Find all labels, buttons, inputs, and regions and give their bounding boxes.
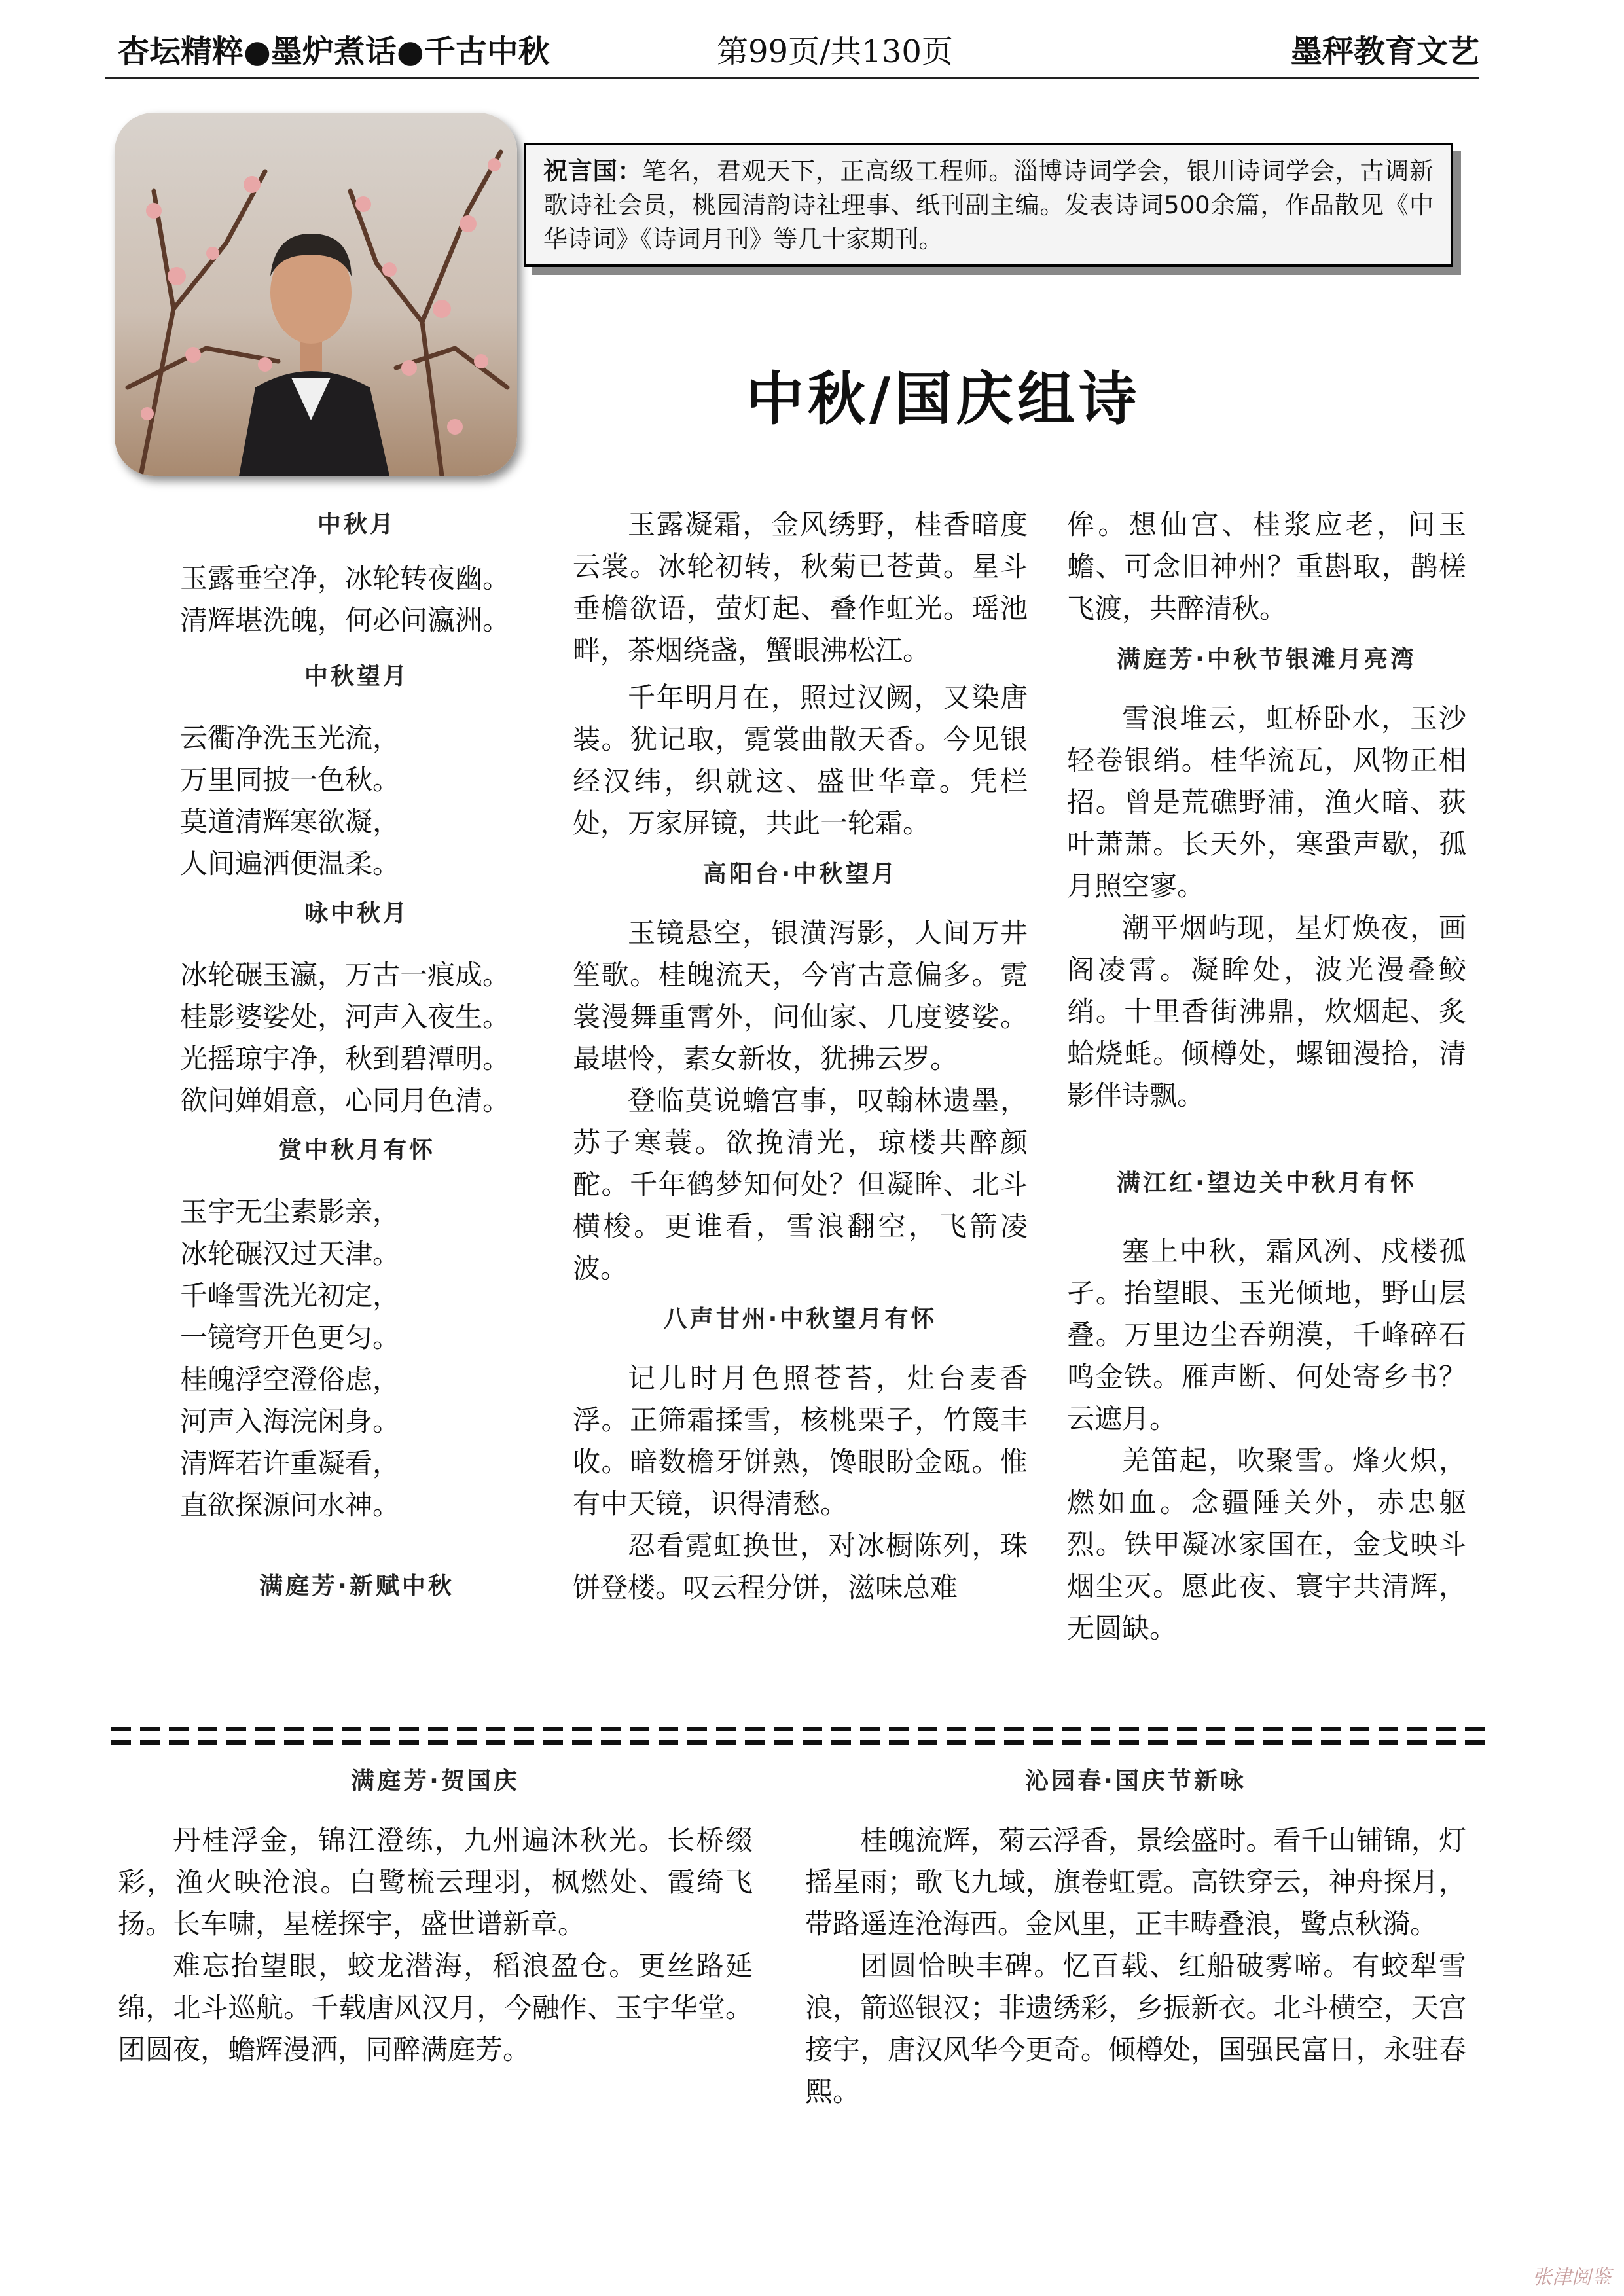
author-photo bbox=[115, 113, 517, 476]
poem-paragraph: 记儿时月色照苍苔，灶台麦香浮。正筛霜揉雪，核桃栗子，竹篾丰收。暗数檐牙饼熟，馋眼盼金瓯。惟有中天镜，识得清愁。 bbox=[573, 1362, 1028, 1520]
poem-paragraph: 雪浪堆云，虹桥卧水，玉沙轻卷银绡。桂华流瓦，风物正相招。曾是荒礁野浦，渔火暗、荻叶萧萧。长天外，寒蛩声歇，孤月照空寥。 bbox=[1067, 702, 1466, 902]
poem-line: 人间遍洒便温柔。 bbox=[180, 848, 401, 880]
poem-paragraph: 千年明月在，照过汉阙，又染唐装。犹记取，霓裳曲散天香。今见银经汉纬，织就这、盛世华章。凭栏处，万家屏镜，共此一轮霜。 bbox=[573, 681, 1028, 839]
poem-paragraph: 玉镜悬空，银潢泻影，人间万井笙歌。桂魄流天，今宵古意偏多。霓裳漫舞重霄外，问仙家、几度婆娑。最堪怜，素女新妆，犹拂云罗。 bbox=[573, 917, 1028, 1075]
page-number: 第99页/共130页 bbox=[717, 33, 953, 70]
poem-line: 河声入海浣闲身。 bbox=[180, 1405, 401, 1437]
poem-line: 千峰雪洗光初定， bbox=[180, 1280, 401, 1312]
author-bio-box bbox=[524, 143, 1453, 267]
poem-line: 莫道清辉寒欲凝， bbox=[180, 806, 401, 838]
column-3 bbox=[1067, 504, 1466, 1649]
poem-line: 直欲探源问水神。 bbox=[180, 1489, 401, 1521]
header-section-title: 杏坛精粹●墨炉煮话●千古中秋 bbox=[118, 33, 550, 70]
poem-title: 赏中秋月有怀 bbox=[278, 1137, 435, 1164]
watermark: 张津阅鉴 bbox=[1532, 2266, 1611, 2289]
publication-name: 墨秤教育文艺 bbox=[1290, 33, 1479, 70]
poem-title: 八声甘州·中秋望月有怀 bbox=[663, 1306, 937, 1333]
bottom-left-poem bbox=[118, 1761, 753, 2071]
poem-line: 清辉若许重凝看， bbox=[180, 1447, 401, 1479]
poem-title: 满庭芳·新赋中秋 bbox=[259, 1573, 454, 1600]
poem-paragraph: 登临莫说蟾宫事，叹翰林遗墨，苏子寒蓑。欲挽清光，琼楼共醉颜酡。千年鹤梦知何处？但凝眸、北斗横梭。更谁看，雪浪翻空，飞箭凌波。 bbox=[573, 1085, 1028, 1284]
poem-line: 玉宇无尘素影亲， bbox=[180, 1196, 401, 1228]
poem-line: 清辉堪洗魄，何必问瀛洲。 bbox=[180, 604, 511, 636]
poem-paragraph: 桂魄流辉，菊云浮香，景绘盛时。看千山铺锦，灯摇星雨；歌飞九域，旗卷虹霓。高铁穿云，神舟探月，带路遥连沧海西。金风里，正丰畴叠浪，鹭点秋漪。 bbox=[805, 1824, 1466, 1940]
poem-paragraph: 玉露凝霜，金风绣野，桂香暗度云裳。冰轮初转，秋菊已苍黄。星斗垂檐欲语，萤灯起、叠作虹光。瑶池畔，茶烟绕盏，蟹眼沸松江。 bbox=[573, 509, 1028, 666]
poem-line: 桂魄浮空澄俗虑， bbox=[180, 1363, 401, 1395]
poem-paragraph: 团圆恰映丰碑。忆百载、红船破雾啼。有蛟犁雪浪，箭巡银汉；非遗绣彩，乡振新衣。北斗横空，天宫接宇，唐汉风华今更奇。倾樽处，国强民富日，永驻春熙。 bbox=[805, 1950, 1466, 2108]
author-name: 祝言国： bbox=[543, 157, 643, 185]
author-bio-text: 笔名，君观天下，正高级工程师。淄博诗词学会，银川诗词学会，古调新歌诗社会员，桃园清韵诗社理事、纸刊副主编。发表诗词500余篇，作品散见《中华诗词》《诗词月刊》等几十家期刊。 bbox=[543, 157, 1434, 253]
poem-paragraph: 塞上中秋，霜风冽、戍楼孤孑。抬望眼、玉光倾地，野山层叠。万里边尘吞朔漠，千峰碎石鸣金铁。雁声断、何处寄乡书？云遮月。 bbox=[1067, 1235, 1466, 1435]
poem-title: 沁园春·国庆节新咏 bbox=[1025, 1768, 1246, 1795]
column-1 bbox=[180, 504, 533, 1607]
poem-paragraph: 羌笛起，吹聚雪。烽火炽，燃如血。念疆陲关外，赤忠躯烈。铁甲凝冰家国在，金戈映斗烟尘灭。愿此夜、寰宇共清辉，无圆缺。 bbox=[1067, 1444, 1466, 1644]
poem-title: 高阳台·中秋望月 bbox=[702, 861, 898, 888]
column-2 bbox=[573, 504, 1028, 1609]
article-title: 中秋/国庆组诗 bbox=[746, 365, 1141, 433]
poem-line: 玉露垂空净，冰轮转夜幽。 bbox=[180, 562, 511, 594]
poem-paragraph: 侔。想仙宫、桂浆应老，问玉蟾、可念旧神州？重斟取，鹊槎飞渡，共醉清秋。 bbox=[1067, 509, 1466, 624]
poem-line: 欲问婵娟意，心同月色清。 bbox=[180, 1085, 511, 1117]
poem-line: 桂影婆娑处，河声入夜生。 bbox=[180, 1001, 511, 1033]
poem-line: 冰轮碾玉瀛，万古一痕成。 bbox=[180, 959, 511, 991]
poem-title: 中秋月 bbox=[317, 511, 396, 538]
poem-paragraph: 丹桂浮金，锦江澄练，九州遍沐秋光。长桥缀彩，渔火映沧浪。白鹭梳云理羽，枫燃处、霞绮飞扬。长车啸，星槎探宇，盛世谱新章。 bbox=[118, 1824, 753, 1940]
poem-title: 中秋望月 bbox=[304, 663, 409, 690]
poem-title: 咏中秋月 bbox=[304, 900, 409, 927]
poem-line: 万里同披一色秋。 bbox=[180, 764, 401, 796]
poem-title: 满庭芳·中秋节银滩月亮湾 bbox=[1117, 646, 1416, 673]
page-header bbox=[118, 27, 1479, 77]
bottom-right-poem bbox=[805, 1761, 1466, 2113]
header-divider-thick bbox=[105, 77, 1479, 79]
poem-line: 冰轮碾汉过天津。 bbox=[180, 1238, 401, 1270]
poem-line: 云衢净洗玉光流， bbox=[180, 722, 401, 754]
poem-line: 一镜穹开色更匀。 bbox=[180, 1321, 401, 1354]
section-divider bbox=[111, 1727, 1486, 1745]
poem-title: 满庭芳·贺国庆 bbox=[351, 1768, 520, 1795]
poem-title: 满江红·望边关中秋月有怀 bbox=[1117, 1170, 1416, 1196]
poem-line: 光摇琼宇净，秋到碧潭明。 bbox=[180, 1043, 511, 1075]
poem-paragraph: 难忘抬望眼，蛟龙潜海，稻浪盈仓。更丝路延绵，北斗巡航。千载唐风汉月，今融作、玉宇华堂。团圆夜，蟾辉漫洒，同醉满庭芳。 bbox=[118, 1950, 753, 2066]
poem-paragraph: 潮平烟屿现，星灯焕夜，画阁凌霄。凝眸处，波光漫叠鲛绡。十里香街沸鼎，炊烟起、炙蛤烧蚝。倾樽处，螺钿漫拾，清影伴诗飘。 bbox=[1067, 912, 1466, 1111]
poem-paragraph: 忍看霓虹换世，对冰橱陈列，珠饼登楼。叹云程分饼，滋味总难 bbox=[573, 1530, 1028, 1604]
